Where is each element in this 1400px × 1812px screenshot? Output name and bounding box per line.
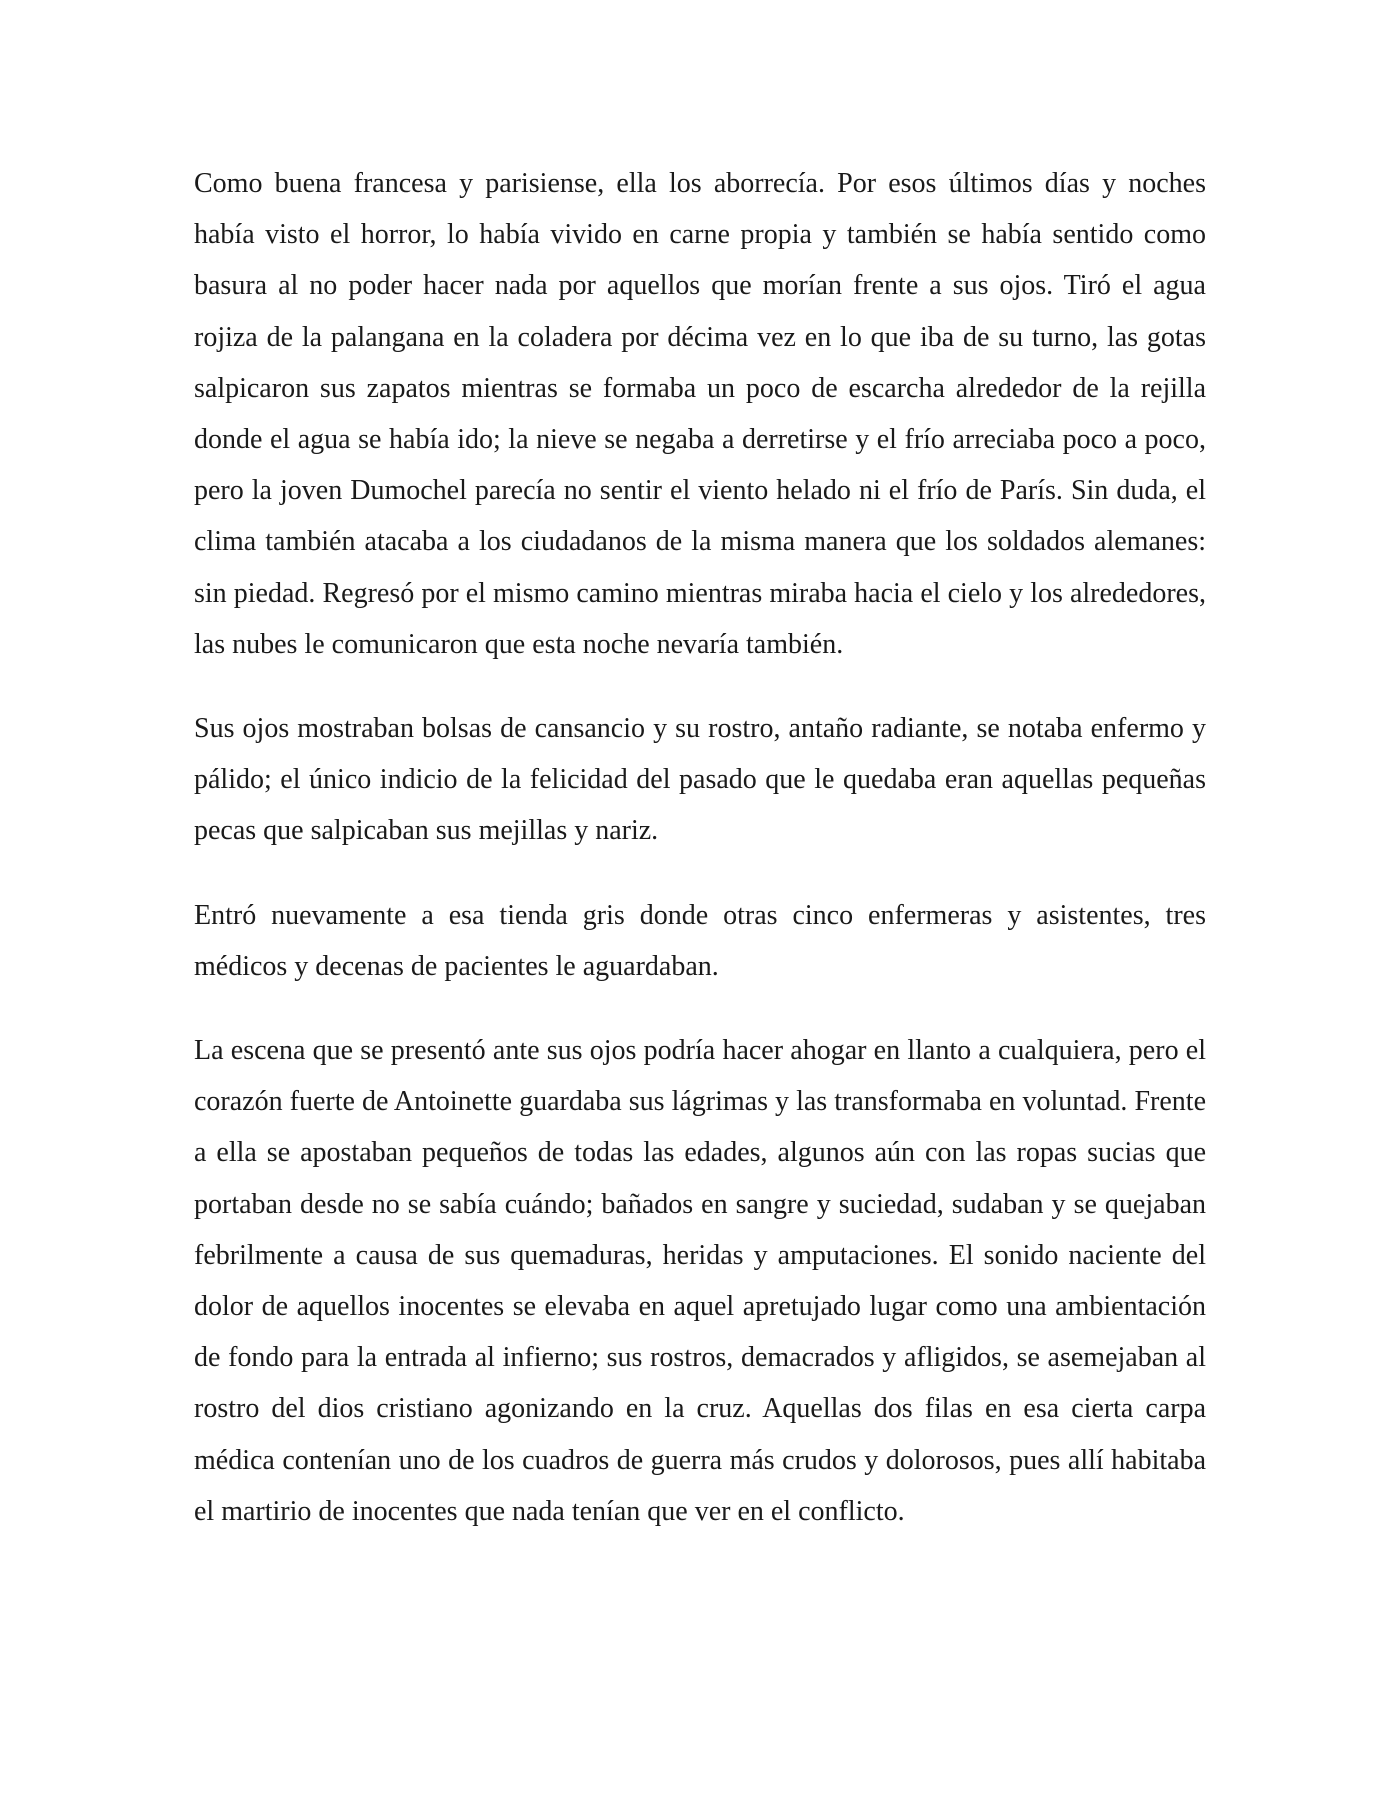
document-page <box>194 158 1206 1570</box>
paragraph-4: La escena que se presentó ante sus ojos podría hacer ahogar en llanto a cualquiera, pero el corazón fuerte de Antoinette guardaba sus lágrimas y las transformaba en voluntad. Frente a ella se apostaban pequeños de todas las edades, algunos aún con las ropas sucias que portaban desde no se sabía cuándo; bañados en sangre y suciedad, sudaban y se quejaban febrilmente a causa de sus quemaduras, heridas y amputaciones. El sonido naciente del dolor de aquellos inocentes se elevaba en aquel apretujado lugar como una ambientación de fondo para la entrada al infierno; sus rostros, demacrados y afligidos, se asemejaban al rostro del dios cristiano agonizando en la cruz. Aquellas dos filas en esa cierta carpa médica contenían uno de los cuadros de guerra más crudos y dolorosos, pues allí habitaba el martirio de inocentes que nada tenían que ver en el conflicto. <box>194 1035 1206 1527</box>
paragraph-3: Entró nuevamente a esa tienda gris donde otras cinco enfermeras y asistentes, tres médicos y decenas de pacientes le aguardaban. <box>194 899 1206 982</box>
paragraph-1: Como buena francesa y parisiense, ella los aborrecía. Por esos últimos días y noches había visto el horror, lo había vivido en carne propia y también se había sentido como basura al no poder hacer nada por aquellos que morían frente a sus ojos. Tiró el agua rojiza de la palangana en la coladera por décima vez en lo que iba de su turno, las gotas salpicaron sus zapatos mientras se formaba un poco de escarcha alrededor de la rejilla donde el agua se había ido; la nieve se negaba a derretirse y el frío arreciaba poco a poco, pero la joven Dumochel parecía no sentir el viento helado ni el frío de París. Sin duda, el clima también atacaba a los ciudadanos de la misma manera que los soldados alemanes: sin piedad. Regresó por el mismo camino mientras miraba hacia el cielo y los alrededores, las nubes le comunicaron que esta noche nevaría también. <box>194 168 1206 660</box>
paragraph-2: Sus ojos mostraban bolsas de cansancio y su rostro, antaño radiante, se notaba enfermo y pálido; el único indicio de la felicidad del pasado que le quedaba eran aquellas pequeñas pecas que salpicaban sus mejillas y nariz. <box>194 713 1206 847</box>
